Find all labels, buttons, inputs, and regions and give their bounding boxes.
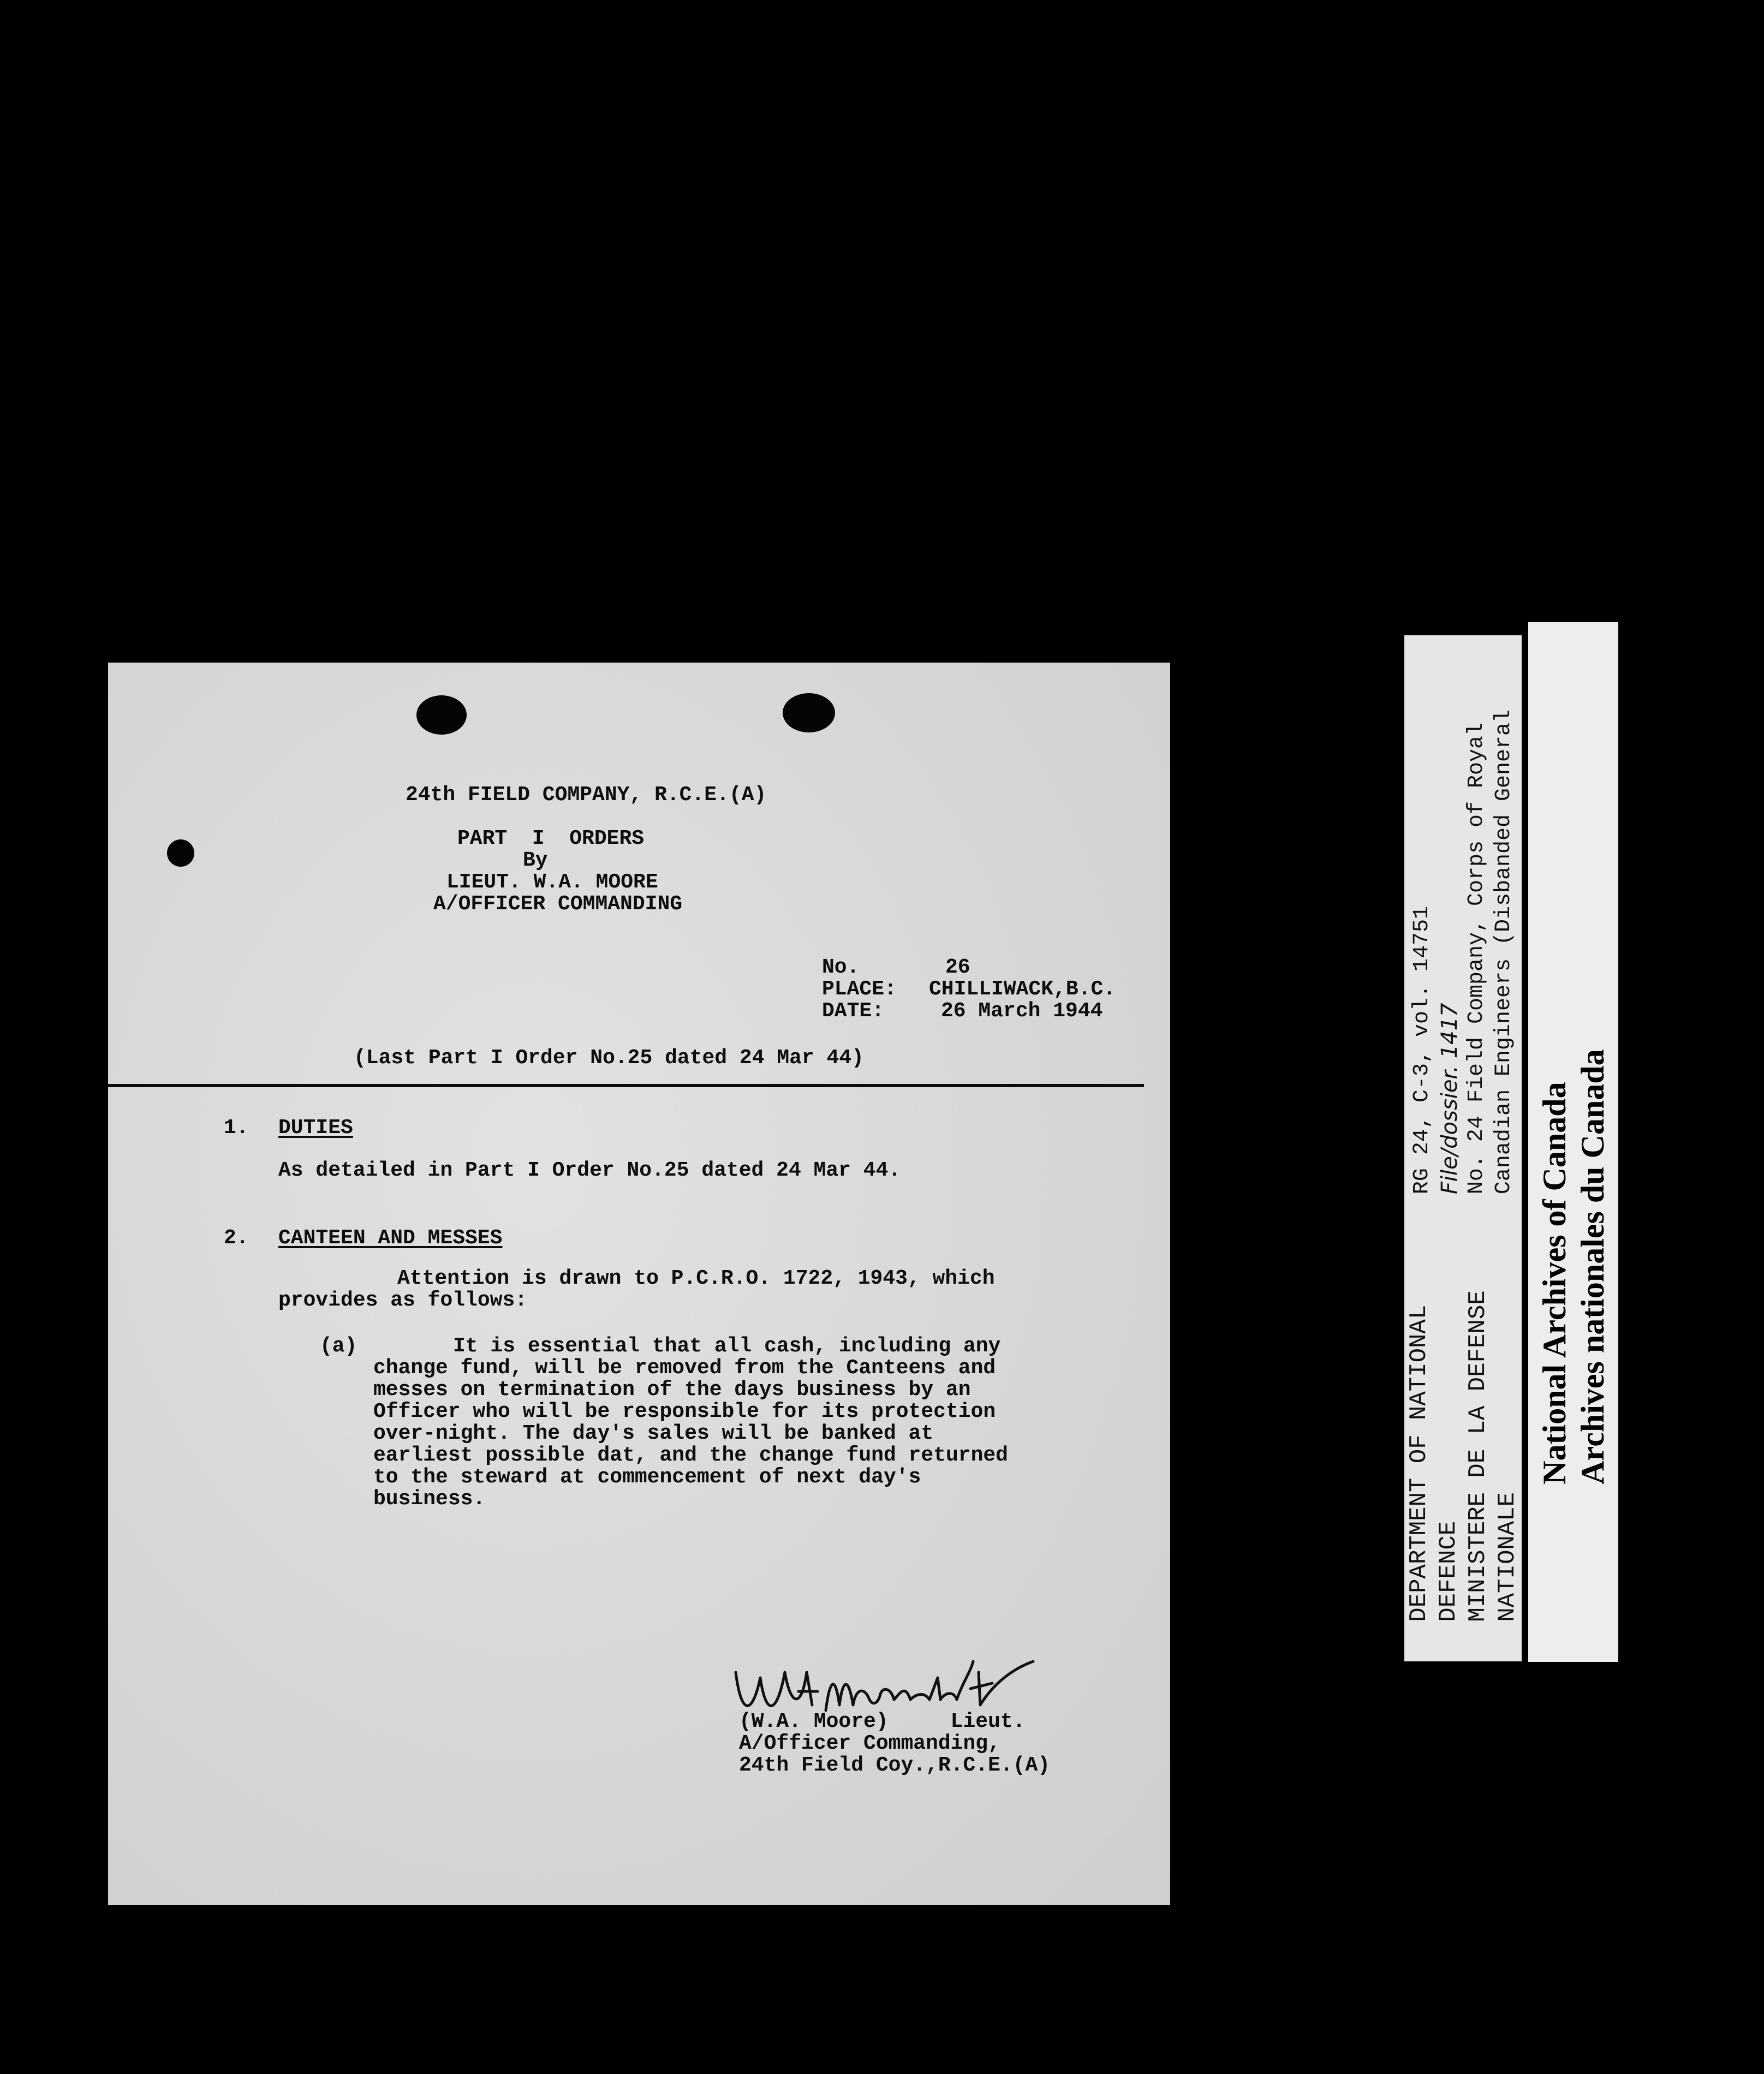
item-a-line-6: earliest possible dat, and the change fund returned bbox=[373, 1444, 1008, 1467]
officer-role: A/OFFICER COMMANDING bbox=[433, 892, 683, 916]
punch-hole-side bbox=[167, 839, 194, 867]
ref-line-2: File/dossier. 1417 bbox=[1437, 1003, 1462, 1195]
date-value: 26 March 1944 bbox=[941, 999, 1103, 1023]
order-number-label: No. bbox=[822, 956, 860, 979]
order-number-value: 26 bbox=[945, 956, 970, 979]
item-a-line-1: It is essential that all cash, including any bbox=[453, 1334, 1001, 1358]
document-page bbox=[108, 663, 1170, 1905]
item-a-line-8: business. bbox=[373, 1487, 486, 1511]
dept-line-3: MINISTERE DE LA DEFENSE bbox=[1464, 1290, 1492, 1622]
place-value: CHILLIWACK,B.C. bbox=[929, 978, 1116, 1001]
item-a-line-5: over-night. The day's sales will be banked at bbox=[373, 1422, 934, 1445]
orders-by: By bbox=[523, 849, 548, 872]
section-2-intro-line-2: provides as follows: bbox=[278, 1289, 528, 1312]
signature-role-line: A/Officer Commanding, bbox=[739, 1732, 1000, 1755]
item-a-line-4: Officer who will be responsible for its protection bbox=[373, 1400, 996, 1423]
section-2-number: 2. bbox=[224, 1226, 249, 1250]
dept-line-2: DEFENCE bbox=[1434, 1521, 1462, 1622]
last-order-note: (Last Part I Order No.25 dated 24 Mar 44) bbox=[354, 1046, 864, 1070]
unit-title: 24th FIELD COMPANY, R.C.E.(A) bbox=[406, 783, 767, 807]
item-a-line-7: to the steward at commencement of next day's bbox=[373, 1465, 921, 1489]
date-label: DATE: bbox=[822, 999, 885, 1023]
dept-line-4: NATIONALE bbox=[1493, 1492, 1521, 1622]
punch-hole-left bbox=[416, 695, 467, 735]
dept-line-1: DEPARTMENT OF NATIONAL bbox=[1405, 1304, 1433, 1622]
national-archives-strip bbox=[1528, 622, 1618, 1662]
archives-line-french: Archives nationales du Canada bbox=[1574, 1049, 1611, 1485]
signature-name-line: (W.A. Moore) Lieut. bbox=[739, 1710, 1026, 1733]
section-2-intro-line-1: Attention is drawn to P.C.R.O. 1722, 1943, which bbox=[397, 1267, 995, 1290]
separator-line bbox=[108, 1084, 1144, 1087]
officer-name: LIEUT. W.A. MOORE bbox=[446, 871, 658, 894]
ref-line-3: No. 24 Field Company, Corps of Royal bbox=[1464, 722, 1489, 1195]
archives-line-english: National Archives of Canada bbox=[1536, 1082, 1572, 1485]
section-1-heading: DUTIES bbox=[278, 1116, 353, 1140]
section-1-body: As detailed in Part I Order No.25 dated 24 Mar 44. bbox=[278, 1159, 901, 1182]
section-1-number: 1. bbox=[224, 1116, 249, 1140]
item-a-line-3: messes on termination of the days business by an bbox=[373, 1378, 971, 1402]
place-label: PLACE: bbox=[822, 978, 897, 1001]
section-2-heading: CANTEEN AND MESSES bbox=[278, 1226, 503, 1250]
signature-unit-line: 24th Field Coy.,R.C.E.(A) bbox=[739, 1754, 1051, 1777]
punch-hole-right bbox=[783, 693, 835, 732]
item-a-label: (a) bbox=[320, 1334, 357, 1358]
item-a-line-2: change fund, will be removed from the Canteens and bbox=[373, 1356, 996, 1380]
archive-dept-text bbox=[1404, 1310, 1522, 1648]
ref-line-1: RG 24, C-3, vol. 14751 bbox=[1409, 905, 1434, 1195]
ref-line-4: Canadian Engineers (Disbanded General bbox=[1491, 709, 1516, 1195]
orders-title: PART I ORDERS bbox=[457, 827, 645, 850]
archive-reference-text bbox=[1404, 635, 1522, 1268]
